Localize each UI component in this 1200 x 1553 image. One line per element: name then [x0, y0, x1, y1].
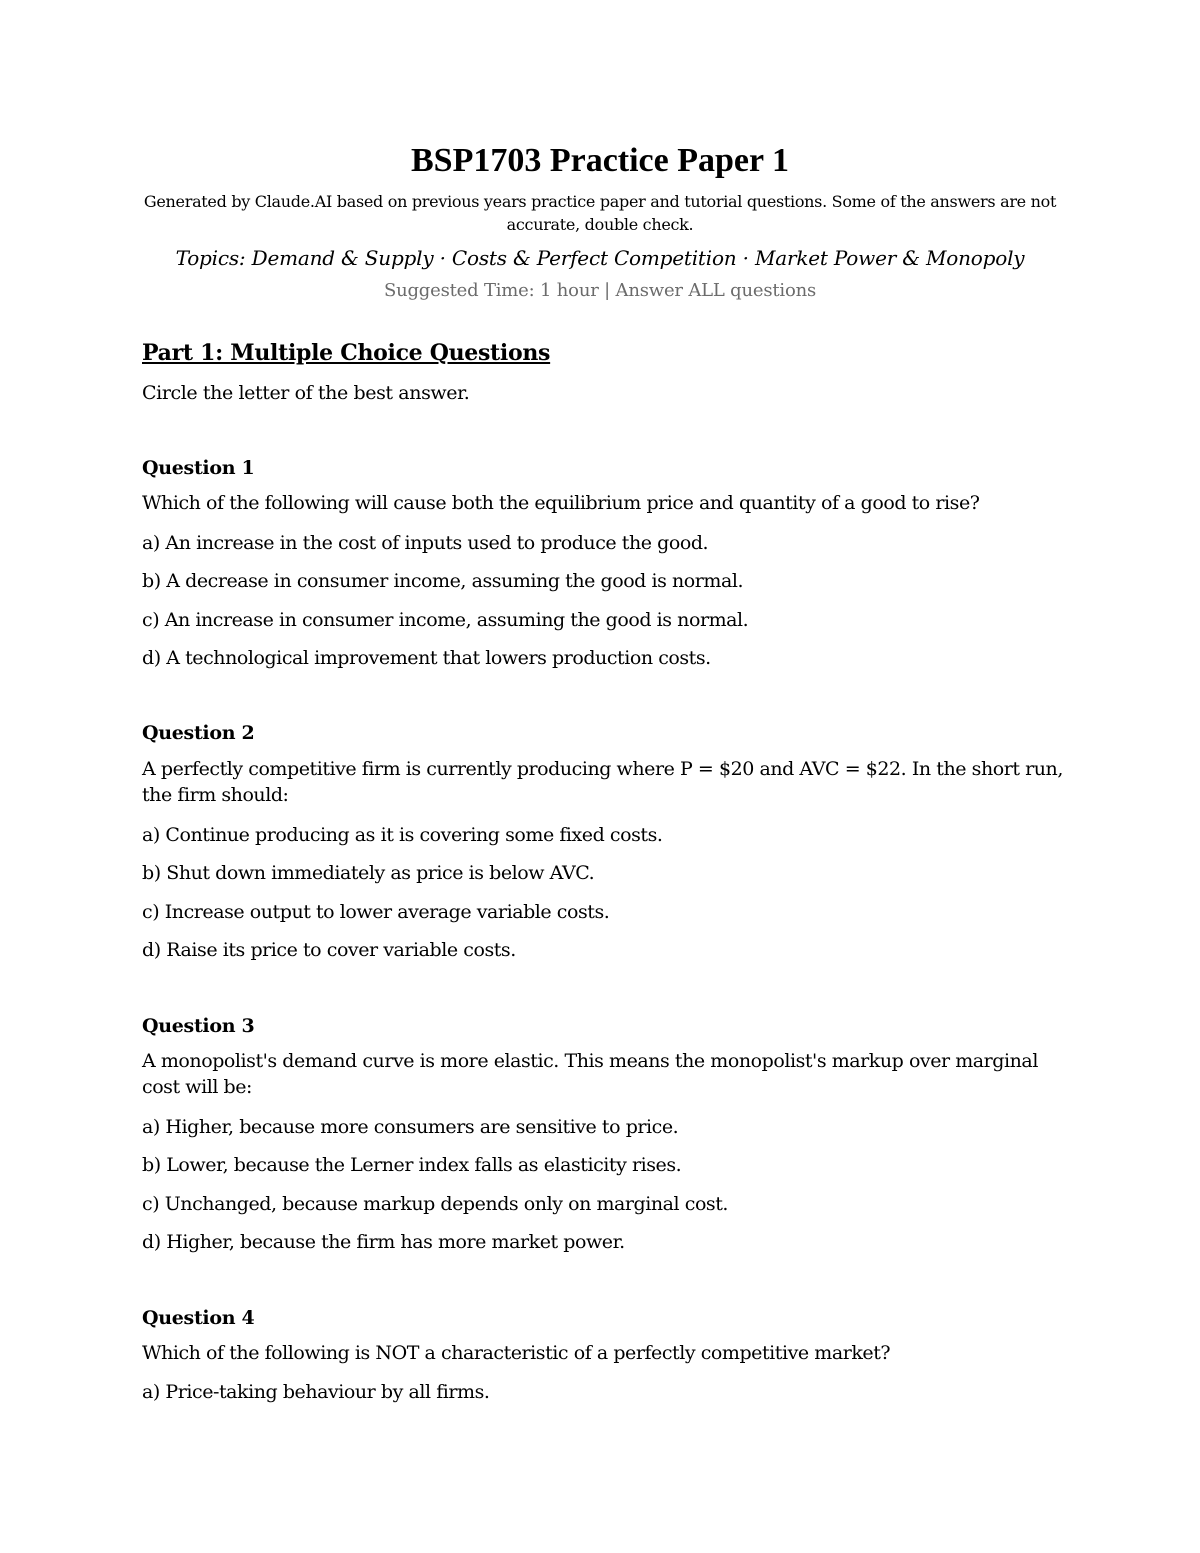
topics-line: Topics: Demand & Supply · Costs & Perfect Competition · Market Power & Monopoly — [175, 246, 1025, 270]
question-2-option-b[interactable]: b) Shut down immediately as price is below AVC. — [142, 862, 595, 884]
question-4-stem: Which of the following is NOT a characteristic of a perfectly competitive market? — [142, 1342, 891, 1364]
question-1-stem: Which of the following will cause both the equilibrium price and quantity of a good to rise? — [142, 492, 980, 514]
question-2-label: Question 2 — [142, 722, 255, 744]
document-subtitle: Generated by Claude.AI based on previous years practice paper and tutorial questions. Some of the answers are not accurate, double check. — [143, 192, 1057, 234]
question-4-label: Question 4 — [142, 1307, 255, 1329]
question-1-option-a[interactable]: a) An increase in the cost of inputs used to produce the good. — [142, 532, 709, 554]
question-2-option-d[interactable]: d) Raise its price to cover variable costs. — [142, 939, 516, 961]
question-1-option-b[interactable]: b) A decrease in consumer income, assuming the good is normal. — [142, 570, 744, 592]
question-4-option-a[interactable]: a) Price-taking behaviour by all firms. — [142, 1381, 490, 1403]
part-1-heading: Part 1: Multiple Choice Questions — [142, 340, 551, 366]
question-1-option-c[interactable]: c) An increase in consumer income, assuming the good is normal. — [142, 609, 749, 631]
question-1-option-d[interactable]: d) A technological improvement that lowers production costs. — [142, 647, 711, 669]
document-title: BSP1703 Practice Paper 1 — [410, 142, 789, 179]
question-3-option-c[interactable]: c) Unchanged, because markup depends only on marginal cost. — [142, 1193, 729, 1215]
question-2-option-c[interactable]: c) Increase output to lower average variable costs. — [142, 901, 610, 923]
question-3-option-a[interactable]: a) Higher, because more consumers are sensitive to price. — [142, 1116, 679, 1138]
question-2-option-a[interactable]: a) Continue producing as it is covering some fixed costs. — [142, 824, 663, 846]
time-note: Suggested Time: 1 hour | Answer ALL questions — [383, 280, 817, 301]
question-1-label: Question 1 — [142, 457, 255, 479]
question-2-stem: A perfectly competitive firm is currently producing where P = $20 and AVC = $22. In the short run, the firm should: — [142, 758, 1063, 806]
question-3-label: Question 3 — [142, 1015, 255, 1037]
part-1-instruction: Circle the letter of the best answer. — [142, 382, 470, 404]
question-3-stem: A monopolist's demand curve is more elastic. This means the monopolist's markup over marginal cost will be: — [142, 1050, 1038, 1098]
question-3-option-d[interactable]: d) Higher, because the firm has more market power. — [142, 1231, 625, 1253]
question-3-option-b[interactable]: b) Lower, because the Lerner index falls as elasticity rises. — [142, 1154, 682, 1176]
